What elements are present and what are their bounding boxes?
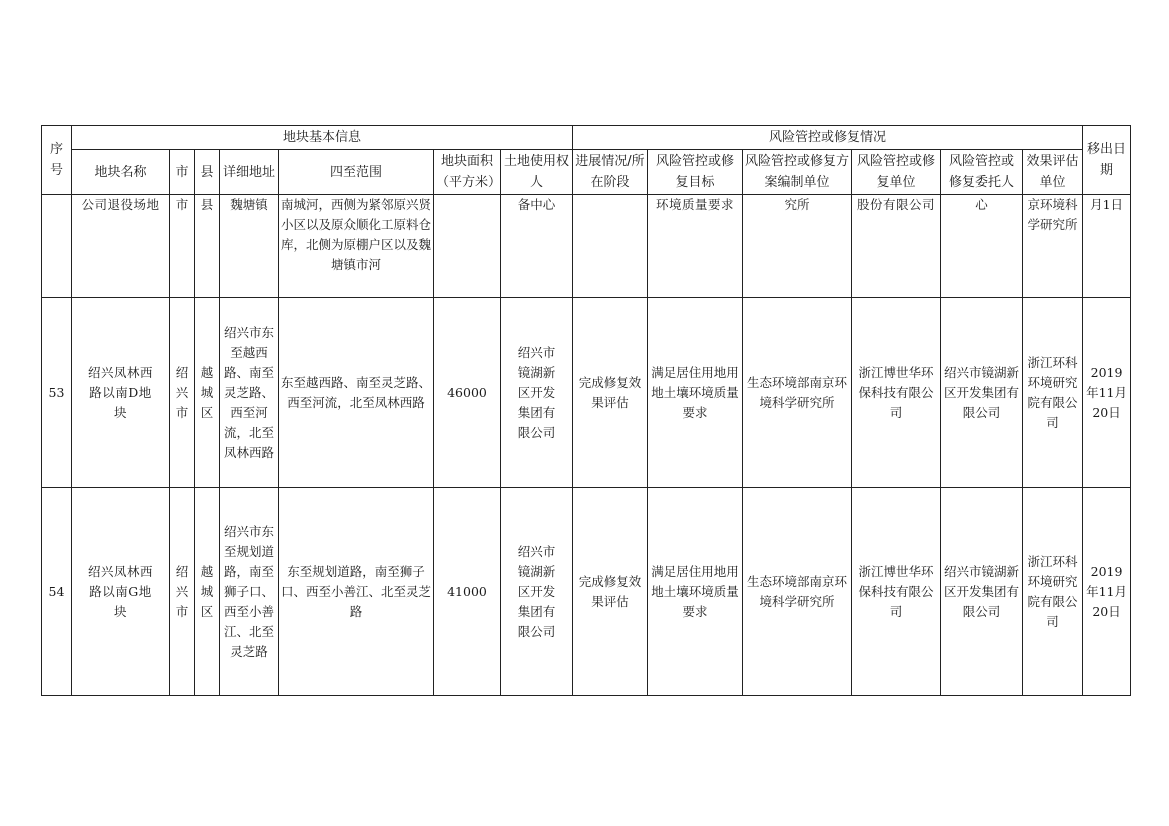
cell-bounds: 东至规划道路，南至狮子口、西至小善江、北至灵芝路	[279, 488, 434, 696]
cell-address: 魏塘镇	[220, 195, 279, 298]
header-plan-unit: 风险管控或修复方案编制单位	[743, 150, 852, 195]
cell-name: 绍兴凤林西路以南G地块	[72, 488, 170, 696]
header-area: 地块面积（平方米）	[434, 150, 501, 195]
header-repair-unit: 风险管控或修复单位	[852, 150, 941, 195]
cell-seq: 54	[42, 488, 72, 696]
cell-bounds: 东至越西路、南至灵芝路、西至河流，北至凤林西路	[279, 298, 434, 488]
cell-repair-unit: 浙江博世华环保科技有限公司	[852, 488, 941, 696]
cell-client: 绍兴市镜湖新区开发集团有限公司	[941, 488, 1023, 696]
cell-client: 心	[941, 195, 1023, 298]
cell-bounds: 南城河，西侧为紧邻原兴贤小区以及原众顺化工原料仓库，北侧为原棚户区以及魏塘镇市河	[279, 195, 434, 298]
header-city: 市	[170, 150, 195, 195]
cell-seq: 53	[42, 298, 72, 488]
cell-county: 县	[195, 195, 220, 298]
cell-area	[434, 195, 501, 298]
cell-plan-unit: 究所	[743, 195, 852, 298]
cell-date: 月1日	[1083, 195, 1131, 298]
cell-repair-unit: 股份有限公司	[852, 195, 941, 298]
cell-progress	[573, 195, 648, 298]
cell-eval-unit: 浙江环科环境研究院有限公司	[1023, 298, 1083, 488]
cell-city: 绍兴市	[170, 488, 195, 696]
header-target: 风险管控或修复目标	[648, 150, 743, 195]
cell-eval-unit: 京环境科学研究所	[1023, 195, 1083, 298]
cell-target: 满足居住用地用地土壤环境质量要求	[648, 298, 743, 488]
site-removal-table	[41, 125, 1131, 696]
table-row	[42, 488, 1131, 696]
cell-county: 越城区	[195, 488, 220, 696]
cell-address: 绍兴市东至越西路、南至灵芝路、西至河流，北至凤林西路	[220, 298, 279, 488]
cell-area: 41000	[434, 488, 501, 696]
table-row	[42, 195, 1131, 298]
header-group-basic: 地块基本信息	[72, 126, 573, 150]
cell-name: 公司退役场地	[72, 195, 170, 298]
header-eval-unit: 效果评估单位	[1023, 150, 1083, 195]
cell-owner: 绍兴市镜湖新区开发集团有限公司	[501, 488, 573, 696]
cell-date: 2019年11月20日	[1083, 298, 1131, 488]
header-name: 地块名称	[72, 150, 170, 195]
table-row	[42, 298, 1131, 488]
header-bounds: 四至范围	[279, 150, 434, 195]
header-address: 详细地址	[220, 150, 279, 195]
cell-area: 46000	[434, 298, 501, 488]
cell-progress: 完成修复效果评估	[573, 488, 648, 696]
header-group-risk: 风险管控或修复情况	[573, 126, 1083, 150]
cell-target: 满足居住用地用地土壤环境质量要求	[648, 488, 743, 696]
cell-city: 绍兴市	[170, 298, 195, 488]
cell-owner: 备中心	[501, 195, 573, 298]
cell-owner: 绍兴市镜湖新区开发集团有限公司	[501, 298, 573, 488]
cell-seq	[42, 195, 72, 298]
header-county: 县	[195, 150, 220, 195]
cell-city: 市	[170, 195, 195, 298]
header-client: 风险管控或修复委托人	[941, 150, 1023, 195]
cell-address: 绍兴市东至规划道路，南至狮子口、西至小善江、北至灵芝路	[220, 488, 279, 696]
cell-repair-unit: 浙江博世华环保科技有限公司	[852, 298, 941, 488]
header-seq: 序号	[42, 126, 72, 195]
header-row-columns	[42, 150, 1131, 195]
cell-name: 绍兴凤林西路以南D地块	[72, 298, 170, 488]
cell-date: 2019年11月20日	[1083, 488, 1131, 696]
cell-progress: 完成修复效果评估	[573, 298, 648, 488]
cell-target: 环境质量要求	[648, 195, 743, 298]
cell-client: 绍兴市镜湖新区开发集团有限公司	[941, 298, 1023, 488]
cell-plan-unit: 生态环境部南京环境科学研究所	[743, 488, 852, 696]
cell-plan-unit: 生态环境部南京环境科学研究所	[743, 298, 852, 488]
header-move-date: 移出日期	[1083, 126, 1131, 195]
cell-county: 越城区	[195, 298, 220, 488]
header-progress: 进展情况/所在阶段	[573, 150, 648, 195]
cell-eval-unit: 浙江环科环境研究院有限公司	[1023, 488, 1083, 696]
header-owner: 土地使用权人	[501, 150, 573, 195]
header-row-groups	[42, 126, 1131, 150]
